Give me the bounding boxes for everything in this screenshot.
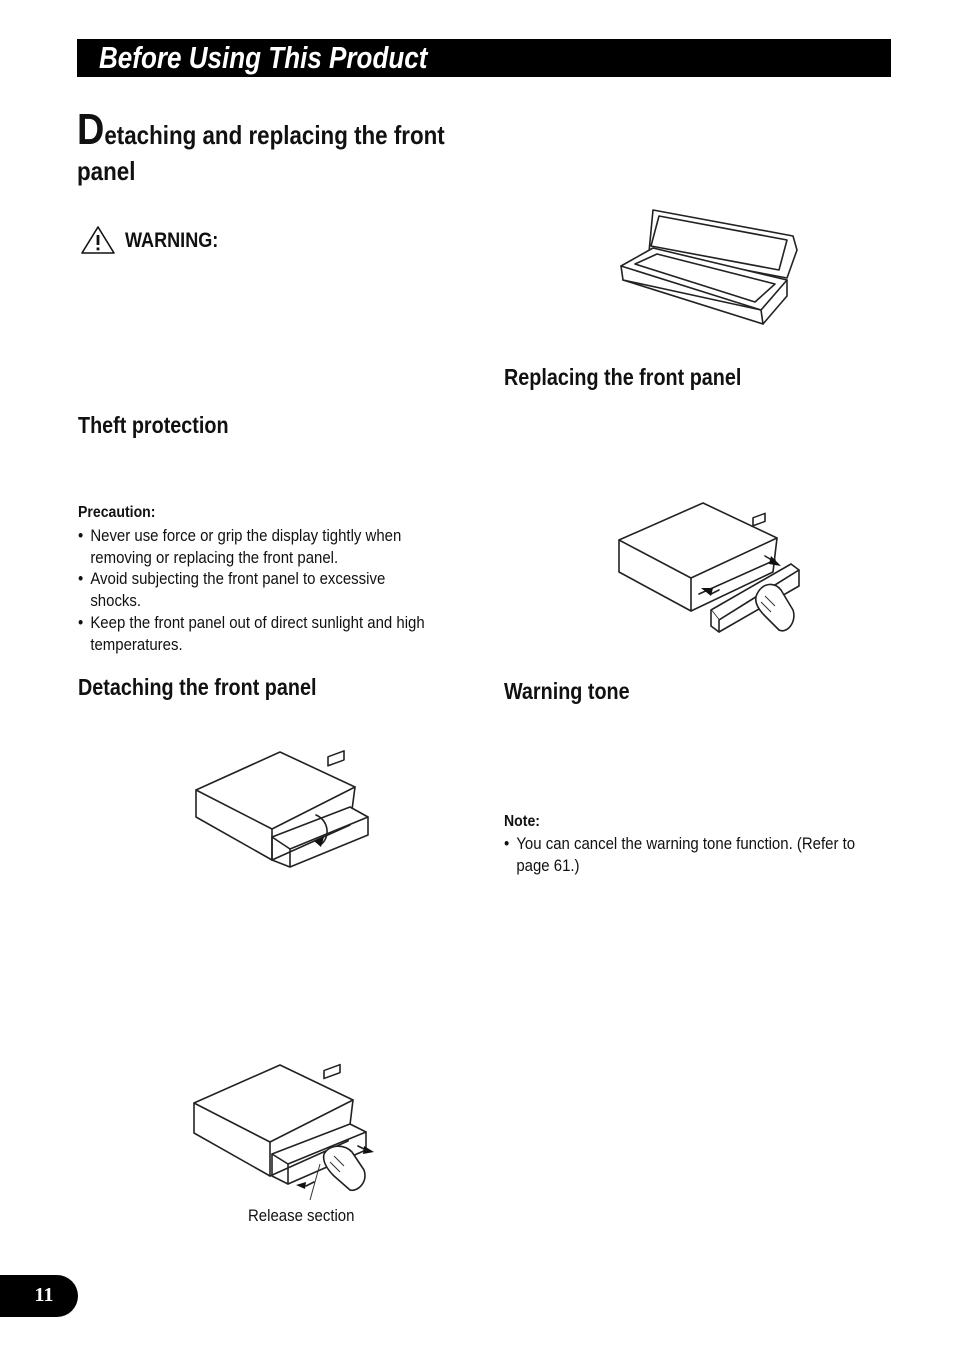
warning-triangle-icon: [80, 225, 116, 255]
precaution-item: [78, 568, 425, 611]
note-item-line: page 61.): [516, 855, 580, 875]
precaution-item-line: • Avoid subjecting the front panel to excessive: [90, 569, 386, 589]
replace-illustration: [615, 498, 805, 648]
theft-protection-heading: Theft protection: [78, 412, 229, 438]
detach-step1-illustration: [190, 745, 380, 875]
header-banner: [77, 39, 891, 77]
warning-tone-heading: Warning tone: [504, 678, 630, 704]
precaution-item-line: removing or replacing the front panel.: [90, 547, 339, 567]
note-list: [504, 833, 855, 876]
precaution-item-line: temperatures.: [90, 634, 183, 654]
note-item-line: • You can cancel the warning tone function. (Refer to: [516, 834, 856, 853]
section-title: [77, 105, 481, 189]
page-number: 11: [34, 1284, 54, 1306]
warning-label: WARNING:: [125, 229, 219, 252]
banner-title: Before Using This Product: [99, 40, 428, 75]
precaution-item-line: • Never use force or grip the display tightly when: [90, 526, 402, 545]
front-panel-illustration: [615, 200, 805, 330]
precaution-item-line: shocks.: [90, 591, 142, 611]
precaution-list: [78, 525, 425, 655]
precaution-item: [78, 612, 425, 655]
note-label: Note:: [504, 813, 540, 830]
release-section-caption: Release section: [248, 1206, 355, 1225]
replacing-heading: Replacing the front panel: [504, 364, 742, 390]
page-number-tab: [0, 1275, 78, 1317]
section-title-dropcap: D: [77, 105, 105, 154]
precaution-item: [78, 525, 425, 568]
precaution-label: Precaution:: [78, 504, 156, 521]
detach-step2-illustration: [188, 1058, 378, 1208]
section-title-rest: etaching and replacing the front panel: [77, 120, 445, 186]
note-item: [504, 833, 855, 876]
detaching-heading: Detaching the front panel: [78, 674, 317, 700]
precaution-item-line: • Keep the front panel out of direct sunlight and high: [90, 612, 425, 632]
